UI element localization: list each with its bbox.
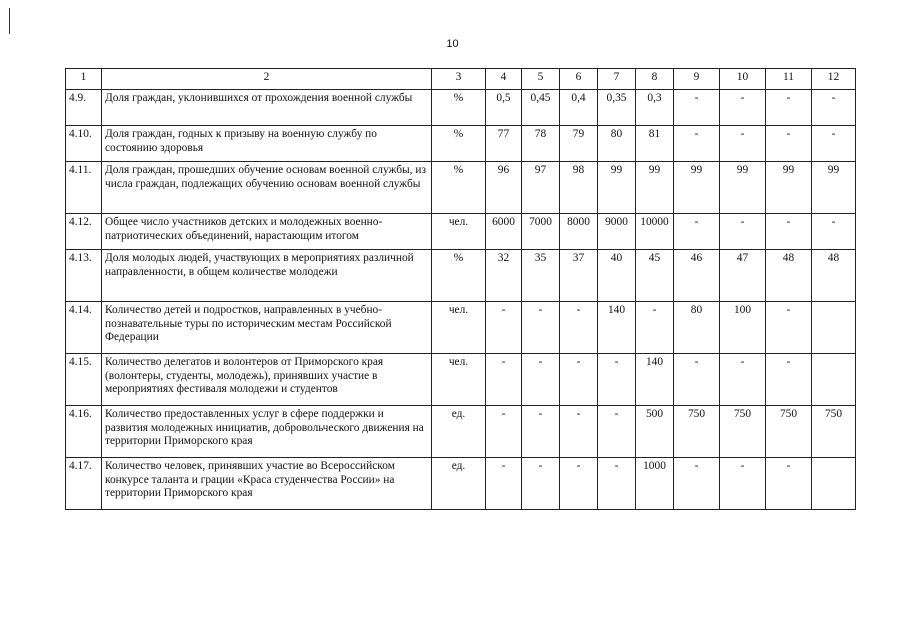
value-cell: 99	[598, 162, 636, 214]
indicator-name-cell: Доля граждан, уклонившихся от прохождения военной службы	[102, 90, 432, 126]
table-row	[66, 162, 856, 214]
value-cell: 1000	[636, 458, 674, 510]
value-cell: 750	[720, 406, 766, 458]
value-cell: -	[598, 354, 636, 406]
table-row	[66, 214, 856, 250]
header-cell: 2	[102, 69, 432, 90]
value-cell: 0,3	[636, 90, 674, 126]
value-cell: 6000	[486, 214, 522, 250]
value-cell: 37	[560, 250, 598, 302]
value-cell: -	[674, 126, 720, 162]
row-number-cell: 4.9.	[66, 90, 102, 126]
header-cell: 12	[812, 69, 856, 90]
value-cell: -	[674, 354, 720, 406]
value-cell: 48	[766, 250, 812, 302]
row-number-cell: 4.14.	[66, 302, 102, 354]
value-cell: -	[560, 354, 598, 406]
value-cell: 47	[720, 250, 766, 302]
value-cell: -	[766, 458, 812, 510]
value-cell: -	[720, 214, 766, 250]
value-cell: 46	[674, 250, 720, 302]
value-cell: 78	[522, 126, 560, 162]
value-cell: -	[674, 214, 720, 250]
value-cell: -	[812, 126, 856, 162]
value-cell: -	[720, 126, 766, 162]
indicators-table	[65, 68, 856, 510]
unit-cell: %	[432, 250, 486, 302]
value-cell: -	[674, 458, 720, 510]
value-cell: 10000	[636, 214, 674, 250]
page-number: 10	[446, 38, 459, 50]
unit-cell: ед.	[432, 458, 486, 510]
value-cell: 45	[636, 250, 674, 302]
indicator-name-cell: Доля молодых людей, участвующих в мероприятиях различной направленности, в общем количестве молодежи	[102, 250, 432, 302]
value-cell: -	[522, 458, 560, 510]
header-cell: 8	[636, 69, 674, 90]
value-cell: 0,4	[560, 90, 598, 126]
value-cell: -	[522, 302, 560, 354]
value-cell: -	[766, 90, 812, 126]
table-row	[66, 90, 856, 126]
value-cell: -	[766, 302, 812, 354]
row-number-cell: 4.13.	[66, 250, 102, 302]
header-cell: 7	[598, 69, 636, 90]
value-cell	[812, 458, 856, 510]
header-cell: 1	[66, 69, 102, 90]
table-row	[66, 250, 856, 302]
value-cell: -	[812, 90, 856, 126]
value-cell: 0,5	[486, 90, 522, 126]
value-cell: 99	[674, 162, 720, 214]
table-row	[66, 302, 856, 354]
value-cell: 98	[560, 162, 598, 214]
table-row	[66, 126, 856, 162]
row-number-cell: 4.17.	[66, 458, 102, 510]
value-cell: 750	[766, 406, 812, 458]
header-cell: 9	[674, 69, 720, 90]
value-cell: 100	[720, 302, 766, 354]
value-cell: 99	[766, 162, 812, 214]
scan-edge-mark	[9, 8, 10, 34]
value-cell: 8000	[560, 214, 598, 250]
value-cell: 80	[598, 126, 636, 162]
indicator-name-cell: Доля граждан, прошедших обучение основам военной службы, из числа граждан, подлежащих обучению основам военной службы	[102, 162, 432, 214]
value-cell: 81	[636, 126, 674, 162]
value-cell: -	[598, 458, 636, 510]
indicator-name-cell: Количество детей и подростков, направленных в учебно-познавательные туры по историческим местам Российской Федерации	[102, 302, 432, 354]
unit-cell: %	[432, 162, 486, 214]
value-cell: -	[766, 354, 812, 406]
value-cell: 99	[720, 162, 766, 214]
value-cell: -	[720, 90, 766, 126]
indicator-name-cell: Общее число участников детских и молодежных военно-патриотических объединений, нарастающим итогом	[102, 214, 432, 250]
value-cell: 750	[812, 406, 856, 458]
header-cell: 4	[486, 69, 522, 90]
value-cell: -	[560, 406, 598, 458]
value-cell: -	[812, 214, 856, 250]
value-cell: 0,35	[598, 90, 636, 126]
value-cell: 97	[522, 162, 560, 214]
value-cell: -	[486, 354, 522, 406]
row-number-cell: 4.15.	[66, 354, 102, 406]
row-number-cell: 4.12.	[66, 214, 102, 250]
value-cell: 48	[812, 250, 856, 302]
value-cell: 96	[486, 162, 522, 214]
header-cell: 5	[522, 69, 560, 90]
value-cell: -	[486, 406, 522, 458]
indicator-name-cell: Количество предоставленных услуг в сфере поддержки и развития молодежных инициатив, добровольческого движения на территории Приморского края	[102, 406, 432, 458]
value-cell: 99	[636, 162, 674, 214]
header-cell: 11	[766, 69, 812, 90]
value-cell: 77	[486, 126, 522, 162]
value-cell: 140	[598, 302, 636, 354]
unit-cell: %	[432, 126, 486, 162]
table-row	[66, 458, 856, 510]
unit-cell: чел.	[432, 354, 486, 406]
indicator-name-cell: Доля граждан, годных к призыву на военную службу по состоянию здоровья	[102, 126, 432, 162]
value-cell: 9000	[598, 214, 636, 250]
value-cell: -	[766, 214, 812, 250]
value-cell	[812, 302, 856, 354]
value-cell: 99	[812, 162, 856, 214]
indicator-name-cell: Количество человек, принявших участие во Всероссийском конкурсе таланта и грации «Краса студенчества России» на территории Приморского края	[102, 458, 432, 510]
value-cell: -	[636, 302, 674, 354]
value-cell: 500	[636, 406, 674, 458]
value-cell: 80	[674, 302, 720, 354]
indicator-name-cell: Количество делегатов и волонтеров от Приморского края (волонтеры, студенты, молодежь), принявших участие в мероприятиях фестиваля молодежи и студентов	[102, 354, 432, 406]
row-number-cell: 4.16.	[66, 406, 102, 458]
table-header-row	[66, 69, 856, 90]
value-cell: -	[720, 458, 766, 510]
value-cell: -	[560, 302, 598, 354]
unit-cell: %	[432, 90, 486, 126]
value-cell: -	[766, 126, 812, 162]
header-cell: 3	[432, 69, 486, 90]
value-cell: 140	[636, 354, 674, 406]
value-cell	[812, 354, 856, 406]
value-cell: -	[522, 354, 560, 406]
row-number-cell: 4.11.	[66, 162, 102, 214]
value-cell: -	[560, 458, 598, 510]
row-number-cell: 4.10.	[66, 126, 102, 162]
unit-cell: чел.	[432, 214, 486, 250]
value-cell: -	[486, 458, 522, 510]
table-row	[66, 406, 856, 458]
value-cell: -	[674, 90, 720, 126]
value-cell: 750	[674, 406, 720, 458]
value-cell: 35	[522, 250, 560, 302]
value-cell: 40	[598, 250, 636, 302]
value-cell: -	[598, 406, 636, 458]
value-cell: -	[522, 406, 560, 458]
value-cell: -	[720, 354, 766, 406]
unit-cell: чел.	[432, 302, 486, 354]
value-cell: 7000	[522, 214, 560, 250]
table-row	[66, 354, 856, 406]
value-cell: -	[486, 302, 522, 354]
table-body	[66, 69, 856, 510]
header-cell: 10	[720, 69, 766, 90]
unit-cell: ед.	[432, 406, 486, 458]
value-cell: 79	[560, 126, 598, 162]
header-cell: 6	[560, 69, 598, 90]
value-cell: 32	[486, 250, 522, 302]
value-cell: 0,45	[522, 90, 560, 126]
